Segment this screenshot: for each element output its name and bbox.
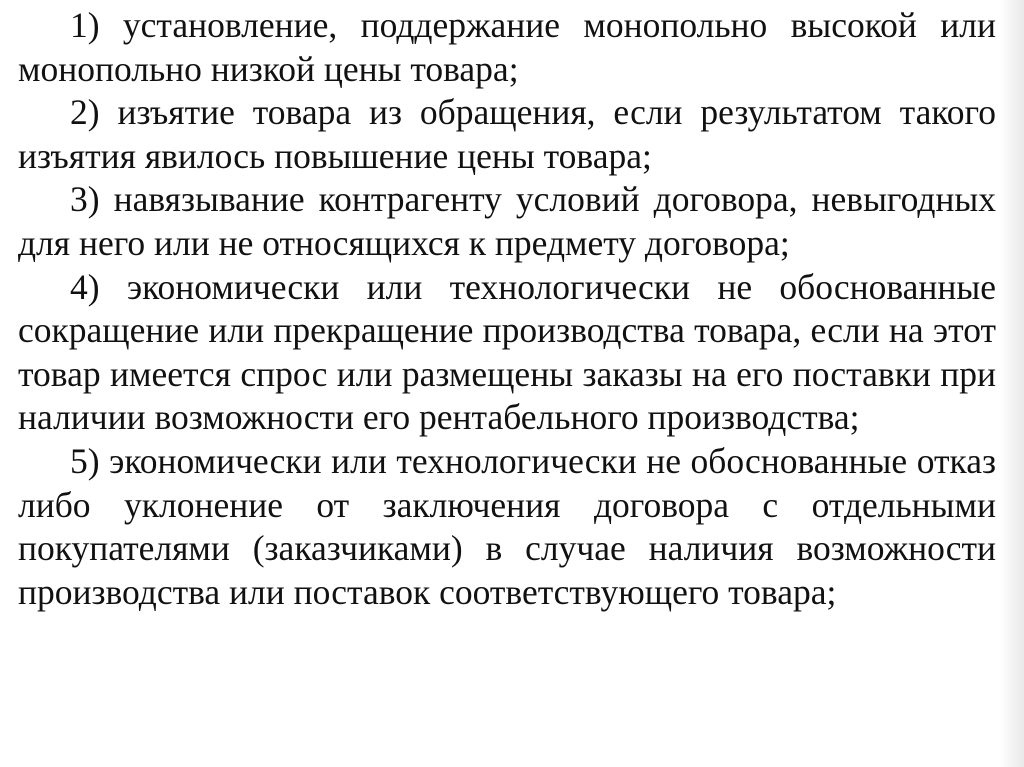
document-body	[18, 4, 996, 614]
list-item-5: 5) экономически или технологически не обоснованные отказ либо уклонение от заключения договора с отдельными покупателями (заказчиками) в случае наличия возможности производства или поставок соответствующего товара;	[18, 440, 996, 612]
list-item-2: 2) изъятие товара из обращения, если результатом такого изъятия явилось повышение цены товара;	[18, 92, 996, 176]
list-item-3: 3) навязывание контрагенту условий договора, невыгодных для него или не относящихся к предмету договора;	[18, 179, 996, 263]
list-item-1: 1) установление, поддержание монопольно высокой или монопольно низкой цены товара;	[18, 5, 996, 89]
list-item-4: 4) экономически или технологически не обоснованные сокращение или прекращение производства товара, если на этот товар имеется спрос или размещены заказы на его поставки при наличии возможности его рентабельного производства;	[18, 266, 996, 438]
